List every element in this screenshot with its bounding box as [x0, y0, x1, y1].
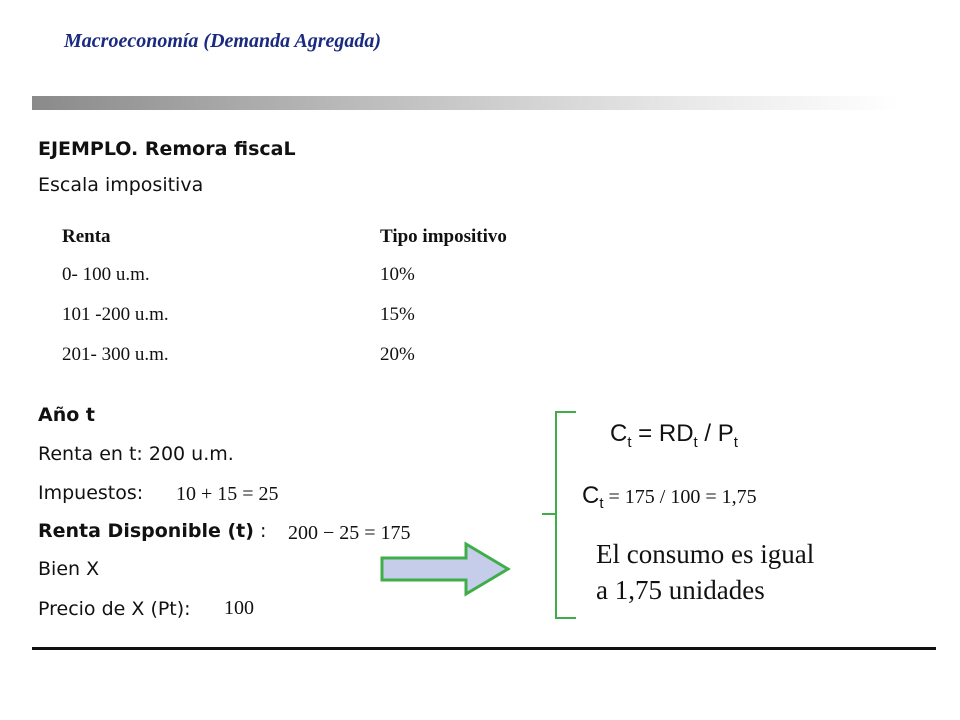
table-cell-rate: 10% [380, 264, 415, 285]
disposable-income-colon: : [259, 520, 267, 542]
bracket-icon [540, 408, 580, 622]
conclusion-line-2: a 1,75 unidades [596, 575, 765, 605]
arrow-right-icon [376, 538, 516, 600]
header-divider [32, 96, 900, 110]
conclusion-line-1: El consumo es igual [596, 539, 815, 569]
consumption-definition-formula: $C_t = RD_t / P_t$ [610, 420, 738, 451]
table-cell-income: 101 -200 u.m. [62, 304, 169, 325]
price-label: Precio de X (Pt): [38, 598, 191, 620]
table-cell-rate: 15% [380, 304, 415, 325]
disposable-income-label: Renta Disponible (t) [38, 520, 254, 542]
slide-title: Macroeconomía (Demanda Agregada) [64, 30, 382, 52]
table-header-tax-rate: Tipo impositivo [380, 226, 507, 247]
table-cell-income: 0- 100 u.m. [62, 264, 150, 285]
taxes-label: Impuestos: [38, 482, 144, 504]
price-value: 100 [224, 597, 254, 619]
consumption-calculation-formula: $C_t = 175 / 100 = 1,75$ [582, 482, 757, 512]
tax-scale-subheading: Escala impositiva [38, 174, 204, 196]
good-label: Bien X [38, 558, 100, 580]
income-label: Renta en t: 200 u.m. [38, 443, 234, 465]
example-heading: EJEMPLO. Remora fiscaL [38, 138, 296, 160]
year-label: Año t [38, 404, 95, 426]
table-cell-rate: 20% [380, 344, 415, 365]
taxes-formula: 10 + 15 = 25 [176, 483, 279, 505]
table-cell-income: 201- 300 u.m. [62, 344, 169, 365]
table-header-income: Renta [62, 226, 111, 247]
conclusion-text [596, 536, 814, 608]
disposable-income-formula: 200 − 25 = 175 [288, 522, 411, 544]
footer-divider [32, 647, 936, 650]
